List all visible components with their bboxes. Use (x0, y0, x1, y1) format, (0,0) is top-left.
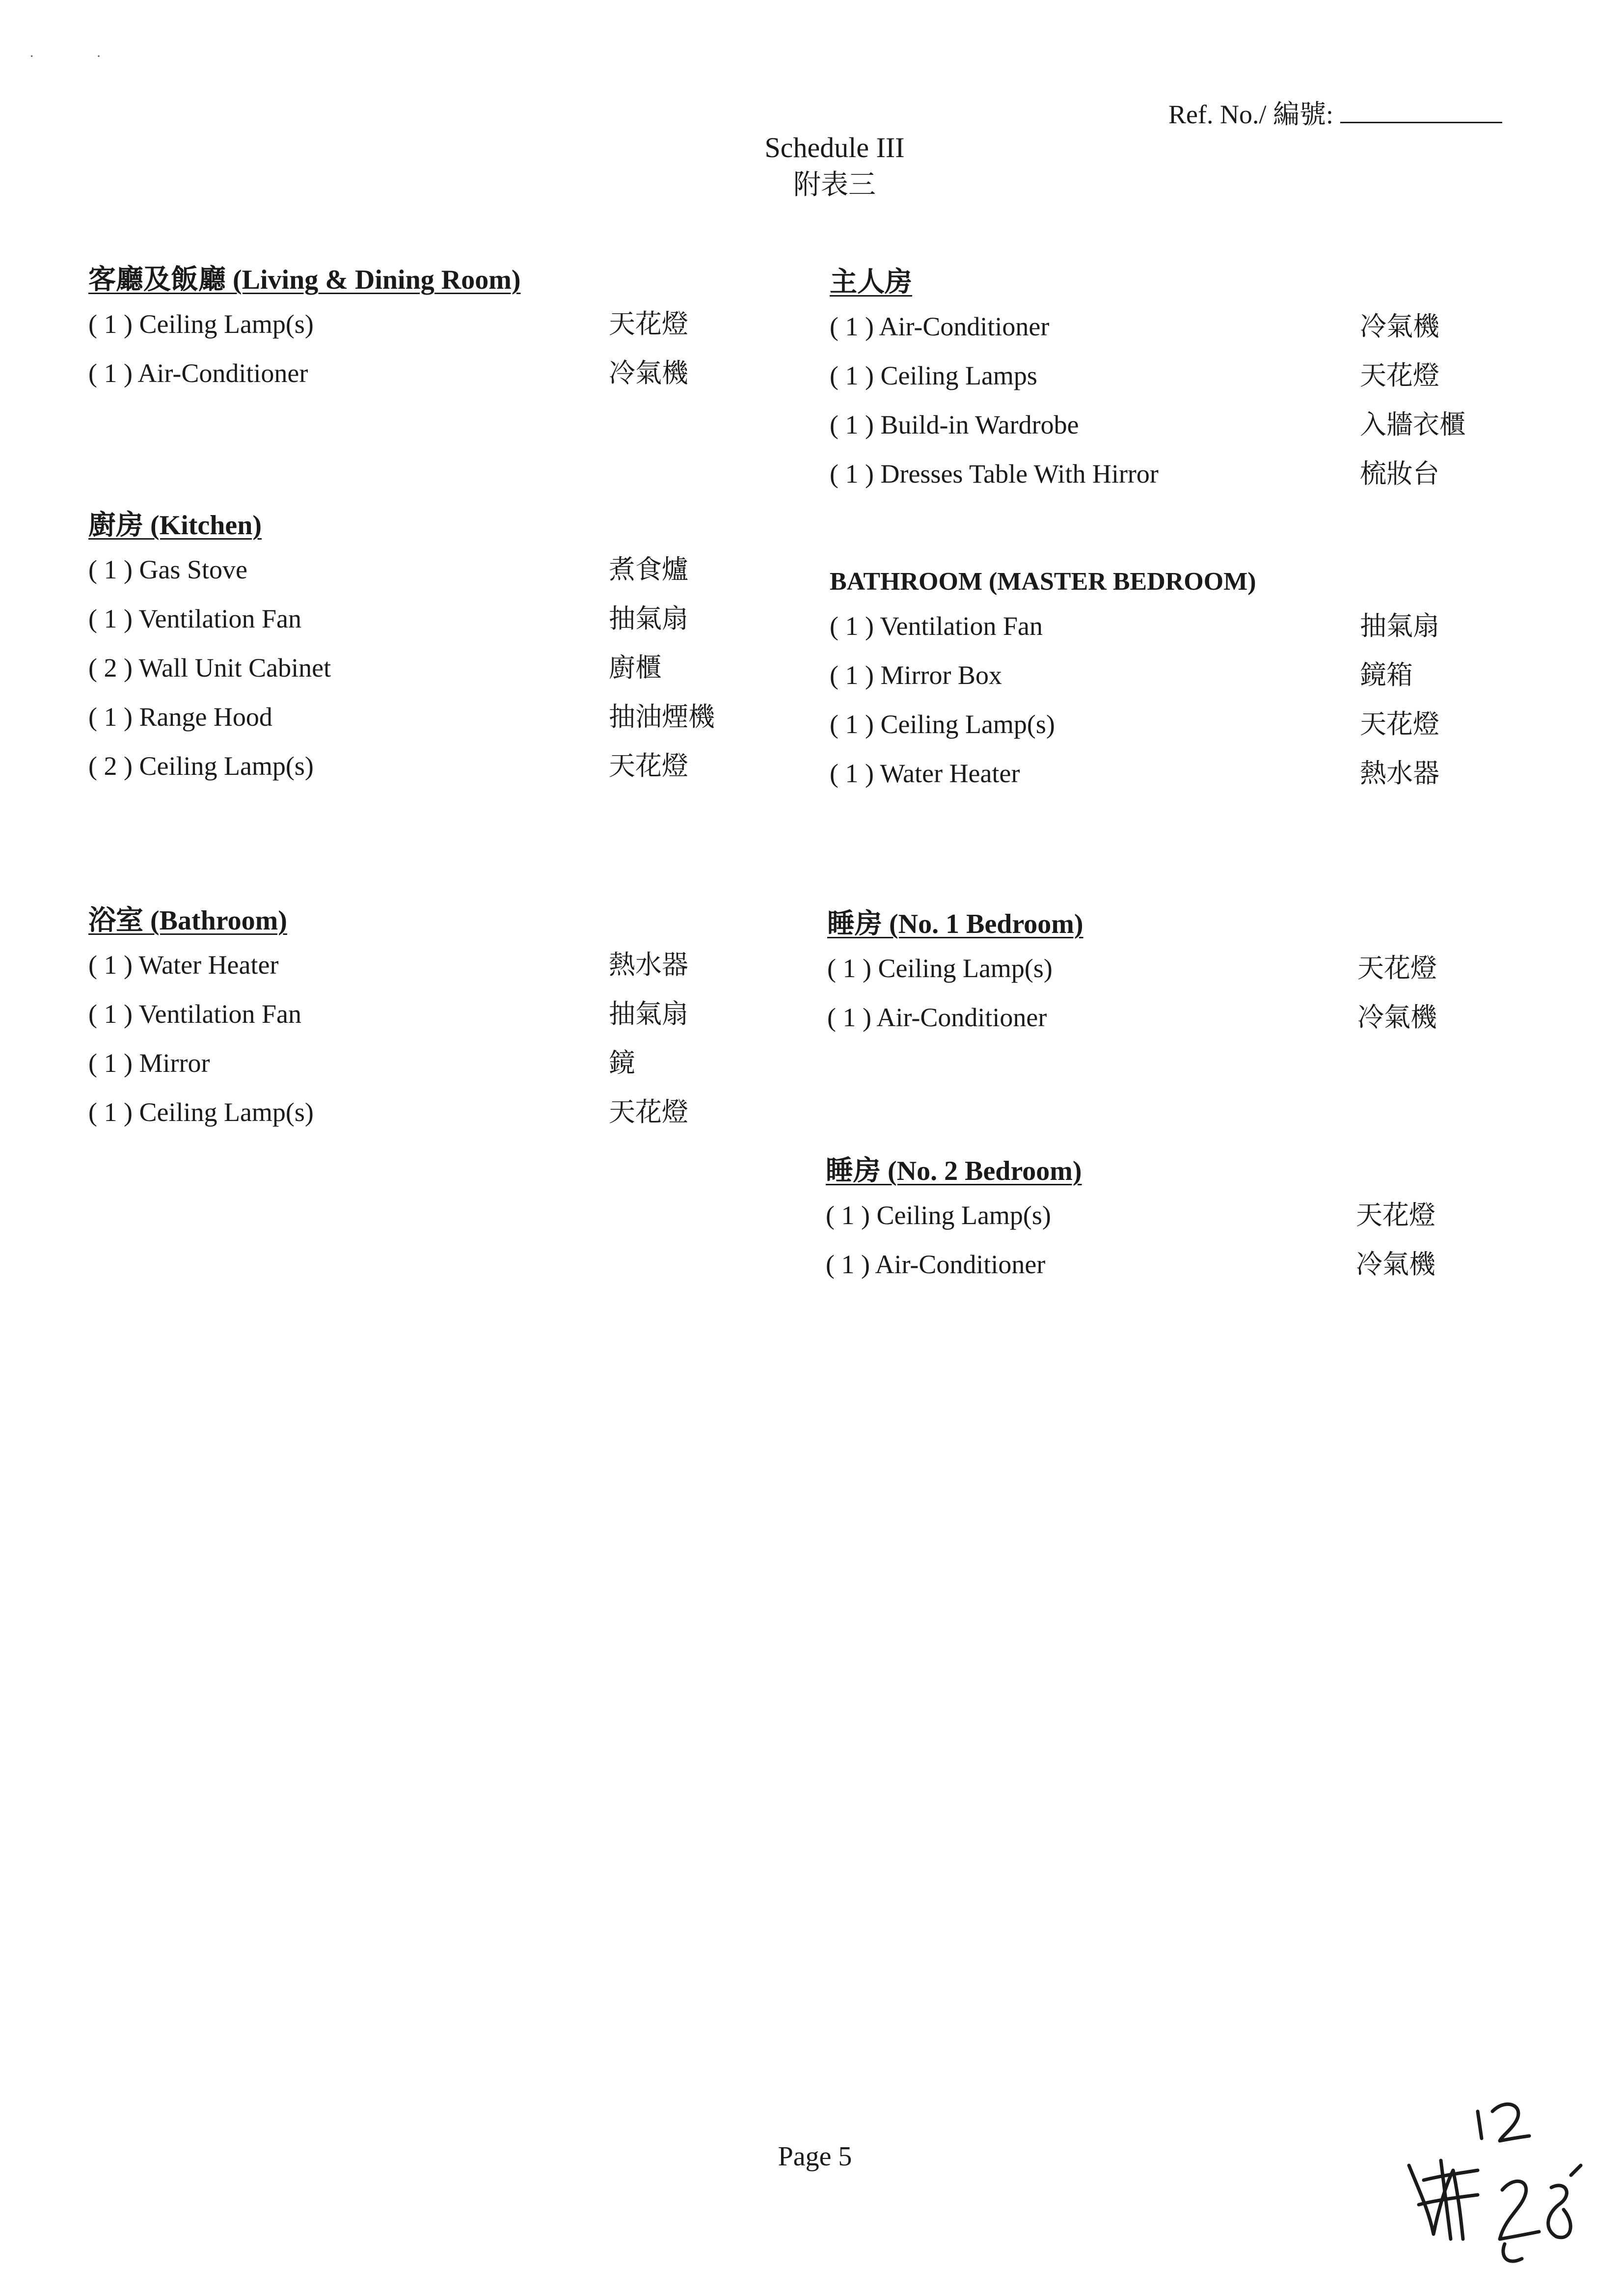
list-item (830, 351, 1439, 400)
section-bedroom-1 (827, 904, 1437, 1042)
item-qty: ( 2 ) (88, 751, 133, 781)
item-name-zh: 熱水器 (609, 949, 688, 980)
list-item (88, 594, 688, 643)
item-qty: ( 1 ) (88, 999, 133, 1029)
list-item (830, 449, 1439, 498)
item-name: Build-in Wardrobe (880, 410, 1079, 439)
item-name-zh: 梳妝台 (1360, 458, 1439, 489)
item-name-zh: 抽氣扇 (609, 998, 688, 1029)
item-qty: ( 2 ) (88, 653, 133, 683)
item-name-zh: 抽氣扇 (1360, 610, 1439, 641)
section-kitchen (88, 506, 715, 791)
list-item (826, 1191, 1435, 1240)
item-qty: ( 1 ) (830, 759, 874, 788)
list-item (88, 989, 688, 1039)
list-item (88, 741, 688, 791)
item-qty: ( 1 ) (88, 1048, 133, 1078)
reference-blank-line (1340, 102, 1502, 123)
list-item (88, 643, 662, 692)
item-name-zh: 鏡 (609, 1047, 635, 1078)
list-item (88, 940, 688, 989)
item-name: Gas Stove (139, 555, 247, 584)
item-name-zh: 天花燈 (1356, 1200, 1435, 1230)
list-item (830, 651, 1413, 700)
item-name: Ventilation Fan (138, 604, 301, 633)
item-name: Range Hood (139, 702, 272, 732)
section-heading: 客廳及飯廳 (Living & Dining Room) (88, 265, 521, 295)
section-bathroom (88, 901, 688, 1137)
list-item (827, 993, 1437, 1042)
item-name: Air-Conditioner (875, 1250, 1046, 1279)
item-qty: ( 1 ) (827, 1003, 871, 1032)
item-name-zh: 冷氣機 (1357, 1002, 1437, 1033)
item-qty: ( 1 ) (88, 1097, 133, 1127)
item-qty: ( 1 ) (88, 950, 133, 980)
item-name-zh: 天花燈 (609, 750, 688, 781)
section-heading: 睡房 (No. 1 Bedroom) (827, 909, 1083, 939)
item-qty: ( 1 ) (88, 702, 133, 732)
list-item (830, 749, 1439, 798)
item-qty: ( 1 ) (827, 954, 871, 983)
item-name-zh: 鏡箱 (1360, 659, 1413, 690)
list-item (88, 692, 715, 741)
reference-number (1168, 93, 1502, 131)
item-name-zh: 入牆衣櫃 (1360, 409, 1466, 440)
item-qty: ( 1 ) (830, 410, 874, 439)
item-name-zh: 冷氣機 (609, 357, 688, 388)
item-qty: ( 1 ) (88, 604, 133, 633)
item-name-zh: 廚櫃 (609, 652, 662, 683)
item-qty: ( 1 ) (88, 555, 133, 584)
section-heading: BATHROOM (MASTER BEDROOM) (830, 568, 1256, 596)
page-number: Page 5 (778, 2141, 852, 2172)
item-name-zh: 天花燈 (1357, 953, 1437, 984)
item-name-zh: 天花燈 (1360, 709, 1439, 739)
item-qty: ( 1 ) (830, 361, 874, 390)
item-qty: ( 1 ) (830, 459, 874, 489)
item-qty: ( 1 ) (826, 1250, 870, 1279)
item-name: Mirror (139, 1048, 210, 1078)
item-name-zh: 抽氣扇 (609, 603, 688, 634)
item-name: Mirror Box (880, 660, 1002, 690)
schedule-title-en: Schedule III (764, 132, 905, 164)
list-item (830, 400, 1466, 449)
list-item (88, 545, 688, 594)
section-heading: 睡房 (No. 2 Bedroom) (826, 1156, 1082, 1186)
item-name-zh: 抽油煙機 (609, 701, 715, 732)
handwritten-signature (1404, 2092, 1591, 2269)
section-heading: 廚房 (Kitchen) (88, 510, 262, 541)
list-item (88, 349, 688, 398)
item-name: Ceiling Lamp(s) (878, 954, 1053, 983)
item-name: Water Heater (138, 950, 279, 980)
list-item (830, 601, 1439, 651)
item-name: Ceiling Lamp(s) (139, 1097, 314, 1127)
section-bedroom-2 (826, 1151, 1435, 1289)
item-name-zh: 冷氣機 (1360, 311, 1439, 342)
item-qty: ( 1 ) (830, 710, 874, 739)
item-name: Ceiling Lamp(s) (880, 710, 1055, 739)
item-name: Ceiling Lamp(s) (139, 309, 314, 339)
item-name: Wall Unit Cabinet (138, 653, 331, 683)
section-heading: 主人房 (830, 267, 912, 298)
list-item (827, 944, 1437, 993)
list-item (88, 1039, 635, 1088)
list-item (826, 1240, 1435, 1289)
section-living-dining (88, 260, 688, 398)
item-name: Air-Conditioner (876, 1003, 1047, 1032)
scan-speck-marks: · · (29, 49, 131, 64)
list-item (830, 302, 1439, 351)
schedule-title-zh: 附表三 (793, 169, 876, 201)
section-heading: 浴室 (Bathroom) (88, 905, 287, 936)
item-qty: ( 1 ) (826, 1201, 870, 1230)
item-qty: ( 1 ) (830, 312, 874, 341)
item-name: Air-Conditioner (879, 312, 1050, 341)
item-name-zh: 天花燈 (1360, 360, 1439, 391)
list-item (88, 300, 688, 349)
reference-label: Ref. No./ 編號: (1168, 100, 1333, 129)
list-item (88, 1088, 688, 1137)
item-name: Ventilation Fan (138, 999, 301, 1029)
item-name: Ventilation Fan (880, 611, 1043, 641)
item-name-zh: 天花燈 (609, 1096, 688, 1127)
item-name-zh: 煮食爐 (609, 554, 688, 585)
list-item (830, 700, 1439, 749)
section-master-bathroom (830, 562, 1439, 798)
item-name-zh: 天花燈 (609, 308, 688, 339)
item-name: Water Heater (880, 759, 1020, 788)
item-qty: ( 1 ) (88, 358, 133, 388)
item-name: Dresses Table With Hirror (880, 459, 1159, 489)
item-name: Ceiling Lamp(s) (876, 1201, 1051, 1230)
item-name-zh: 熱水器 (1360, 758, 1439, 789)
item-name-zh: 冷氣機 (1356, 1249, 1435, 1280)
section-master-bedroom (830, 263, 1466, 498)
item-qty: ( 1 ) (88, 309, 133, 339)
item-qty: ( 1 ) (830, 611, 874, 641)
item-name: Ceiling Lamp(s) (139, 751, 314, 781)
item-name: Ceiling Lamps (880, 361, 1037, 390)
item-qty: ( 1 ) (830, 660, 874, 690)
item-name: Air-Conditioner (137, 358, 308, 388)
